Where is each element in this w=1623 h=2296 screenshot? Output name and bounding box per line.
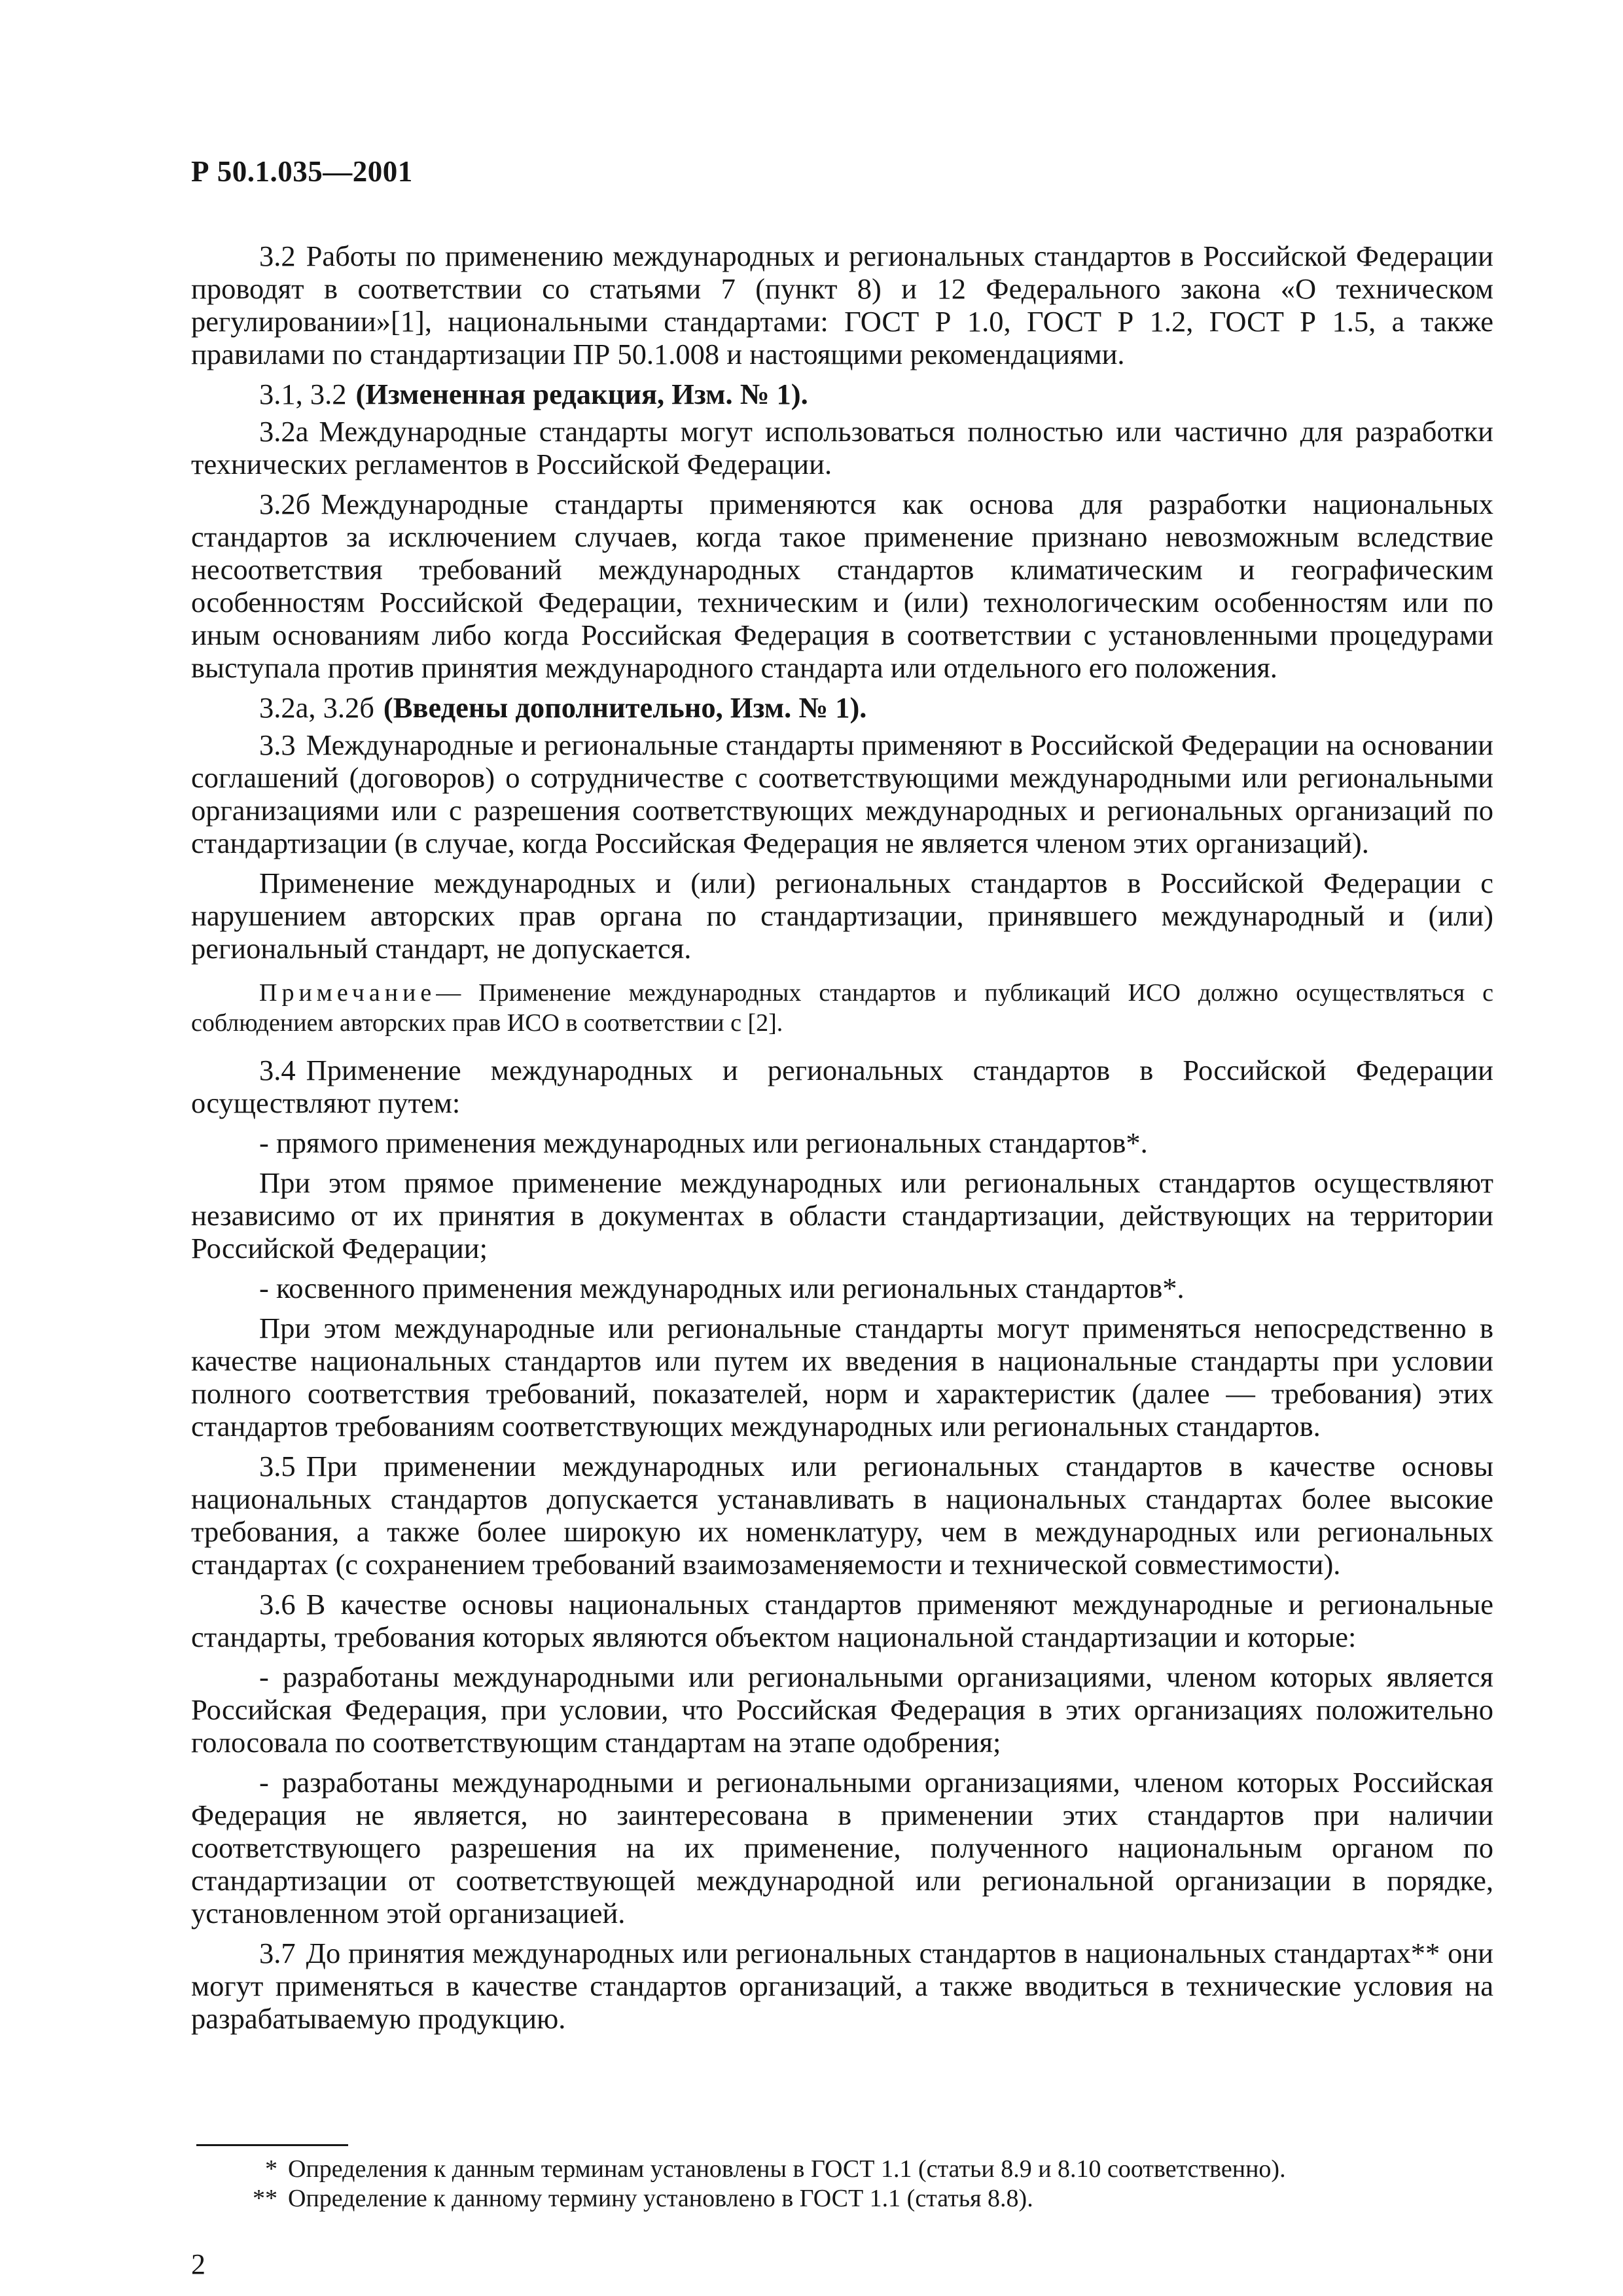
amendment-ref: 3.1, 3.2 (259, 378, 347, 410)
list-item-non-member: - разработаны международными и региональными организациями, членом которых Российская Федерация не является, но заинтересована в применении этих стандартов при наличии соответствующего разрешения на их применение, полученного национальным органом по стандартизации от соответствующей международной или региональной организации в порядке, установленном этой организацией. (191, 1766, 1493, 1929)
paragraph-3-5 (191, 1450, 1493, 1581)
amendment-note-1 (191, 378, 1493, 410)
footnote-1 (191, 2155, 1493, 2184)
clause-number: 3.6 (259, 1588, 296, 1621)
clause-number: 3.2 (259, 240, 296, 272)
paragraph-direct-explanation: При этом прямое применение международных или региональных стандартов осуществляют независимо от их принятия в документах в области стандартизации, действующих на территории Российской Федерации; (191, 1166, 1493, 1265)
amendment-text: (Измененная редакция, Изм. № 1). (355, 378, 808, 410)
paragraph-3-2 (191, 240, 1493, 370)
paragraph-3-2a (191, 415, 1493, 480)
amendment-ref: 3.2а, 3.2б (259, 691, 374, 724)
amendment-text: (Введены дополнительно, Изм. № 1). (383, 691, 867, 724)
clause-text: Работы по применению международных и региональных стандартов в Российской Федерации проводят в соответствии со статьями 7 (пункт 8) и 12 Федерального закона «О техническом регулировании»[1], национальными стандартами: ГОСТ Р 1.0, ГОСТ Р 1.2, ГОСТ Р 1.5, а также правилами по стандартизации ПР 50.1.008 и настоящими рекомендациями. (191, 240, 1493, 370)
paragraph-3-2b (191, 488, 1493, 684)
note-label: Примечание (259, 979, 437, 1007)
clause-number: 3.5 (259, 1450, 296, 1482)
clause-number: 3.4 (259, 1054, 296, 1086)
footnote-divider (196, 2144, 348, 2146)
page-number: 2 (191, 2248, 205, 2280)
footnote-2 (191, 2184, 1493, 2214)
clause-number: 3.7 (259, 1937, 296, 1969)
footnote-mark: * (265, 2155, 277, 2183)
footnote-text: Определения к данным терминам установлены в ГОСТ 1.1 (статьи 8.9 и 8.10 соответственно). (288, 2155, 1286, 2183)
clause-text: Международные стандарты могут использоваться полностью или частично для разработки технических регламентов в Российской Федерации. (191, 415, 1493, 480)
list-item-direct: - прямого применения международных или региональных стандартов*. (259, 1126, 1148, 1159)
footnote-text: Определение к данному термину установлено в ГОСТ 1.1 (статья 8.8). (288, 2185, 1033, 2212)
clause-number: 3.2а (259, 415, 309, 448)
clause-text: В качестве основы национальных стандартов применяют международные и региональные стандарты, требования которых являются объектом национальной стандартизации и которые: (191, 1588, 1493, 1653)
clause-number: 3.2б (259, 488, 311, 520)
clause-text: При применении международных или региональных стандартов в качестве основы национальных стандартов допускается устанавливать в национальных стандартах более высокие требования, а также более широкую их номенклатуру, чем в международных или региональных стандартах (с сохранением требований взаимозаменяемости и технической совместимости). (191, 1450, 1493, 1581)
list-item-member: - разработаны международными или региональными организациями, членом которых является Российская Федерация, при условии, что Российская Федерация в этих организациях положительно голосовала по соответствующим стандартам на этапе одобрения; (191, 1660, 1493, 1759)
document-body (191, 240, 1493, 2042)
paragraph-3-4 (191, 1054, 1493, 1119)
footnotes (191, 2155, 1493, 2214)
paragraph-3-3-copyright: Применение международных и (или) региональных стандартов в Российской Федерации с нарушением авторских прав органа по стандартизации, принявшего международный и (или) региональный стандарт, не допускается. (191, 867, 1493, 965)
list-item-indirect: - косвенного применения международных или региональных стандартов*. (259, 1272, 1185, 1304)
clause-text: Международные стандарты применяются как основа для разработки национальных стандартов за исключением случаев, когда такое применение признано невозможным вследствие несоответствия требований международных стандартов климатическим и географическим особенностям Российской Федерации, техническим и (или) технологическим особенностям или по иным основаниям либо когда Российская Федерация в соответствии с установленными процедурами выступала против принятия международного стандарта или отдельного его положения. (191, 488, 1493, 684)
clause-number: 3.3 (259, 728, 296, 761)
paragraph-3-7 (191, 1937, 1493, 2035)
paragraph-3-6 (191, 1588, 1493, 1653)
paragraph-indirect-explanation: При этом международные или региональные стандарты могут применяться непосредственно в качестве национальных стандартов или путем их введения в национальные стандарты при условии полного соответствия требований, показателей, норм и характеристик (далее — требования) этих стандартов требованиям соответствующих международных или региональных стандартов. (191, 1312, 1493, 1443)
clause-text: Применение международных и региональных стандартов в Российской Федерации осуществляют путем: (191, 1054, 1493, 1119)
footnote-mark: ** (253, 2185, 277, 2212)
paragraph-3-3 (191, 728, 1493, 859)
clause-text: До принятия международных или региональных стандартов в национальных стандартах** они могут применяться в качестве стандартов организаций, а также вводиться в технические условия на разрабатываемую продукцию. (191, 1937, 1493, 2035)
note-text: — Применение международных стандартов и публикаций ИСО должно осуществляться с соблюдением авторских прав ИСО в соответствии с [2]. (191, 979, 1493, 1037)
document-designation: Р 50.1.035—2001 (191, 155, 413, 188)
amendment-note-2 (191, 691, 1493, 724)
clause-text: Международные и региональные стандарты применяют в Российской Федерации на основании соглашений (договоров) о сотрудничестве с соответствующими международными или региональными организациями или с разрешения соответствующих международных и региональных организаций по стандартизации (в случае, когда Российская Федерация не является членом этих организаций). (191, 728, 1493, 859)
note (191, 978, 1493, 1038)
